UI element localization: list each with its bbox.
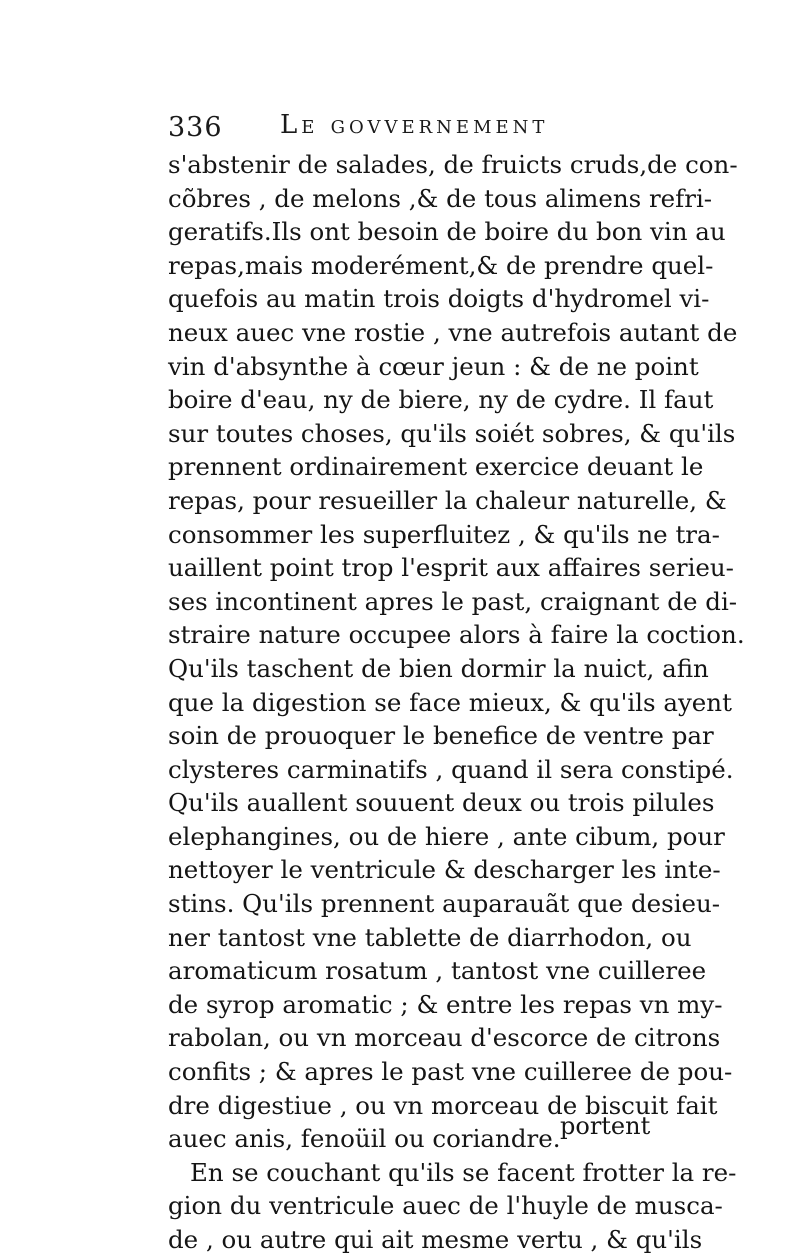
text-line: stins. Qu'ils prennent auparauãt que desieu- — [168, 889, 721, 919]
catchword: portent — [560, 1112, 651, 1140]
paragraph-end-line: auec anis, fenoüil ou coriandre. — [168, 1124, 561, 1154]
text-line: de , ou autre qui ait mesme vertu , & qu'ils — [168, 1225, 703, 1254]
text-line: aromaticum rosatum , tantost vne cuilleree — [168, 956, 707, 986]
text-line: vin d'absynthe à cœur jeun : & de ne point — [168, 351, 699, 381]
text-line: que la digestion se face mieux, & qu'ils ayent — [168, 687, 732, 717]
text-line: confits ; & apres le past vne cuilleree de pou- — [168, 1057, 733, 1087]
text-line: cõbres , de melons ,& de tous alimens refri- — [168, 183, 713, 213]
text-line: soin de prouoquer le benefice de ventre par — [168, 721, 714, 751]
text-line: neux auec vne rostie , vne autrefois autant de — [168, 317, 738, 347]
text-line: repas, pour resueiller la chaleur naturelle, & — [168, 485, 727, 515]
text-line: gion du ventricule auec de l'huyle de musca- — [168, 1191, 723, 1221]
text-line: consommer les superfluitez , & qu'ils ne tra- — [168, 519, 720, 549]
text-line: Qu'ils taschent de bien dormir la nuict, afin — [168, 653, 709, 683]
text-line: dre digestiue , ou vn morceau de biscuit fait — [168, 1090, 718, 1120]
text-line: prennent ordinairement exercice deuant le — [168, 452, 704, 482]
text-line: geratifs.Ils ont besoin de boire du bon vin au — [168, 217, 726, 247]
text-line: sur toutes choses, qu'ils soiét sobres, & qu'ils — [168, 418, 736, 448]
text-line: de syrop aromatic ; & entre les repas vn my- — [168, 989, 723, 1019]
text-line: s'abstenir de salades, de fruicts cruds,de con- — [168, 150, 738, 179]
paragraph-start-line: En se couchant qu'ils se facent frotter la re- — [190, 1157, 737, 1187]
text-line: uaillent point trop l'esprit aux affaires serieu- — [168, 553, 734, 583]
text-line: repas,mais moderément,& de prendre quel- — [168, 250, 714, 280]
text-line: ner tantost vne tablette de diarrhodon, ou — [168, 922, 692, 952]
running-head: Le govvernement — [280, 110, 549, 140]
text-line: boire d'eau, ny de biere, ny de cydre. Il faut — [168, 385, 714, 415]
text-line: clysteres carminatifs , quand il sera constipé. — [168, 754, 734, 784]
text-line: straire nature occupee alors à faire la coction. — [168, 620, 745, 650]
text-line: nettoyer le ventricule & descharger les inte- — [168, 855, 721, 885]
text-line: quefois au matin trois doigts d'hydromel vi- — [168, 284, 710, 314]
text-line: ses incontinent apres le past, craignant de di- — [168, 586, 738, 616]
body-text — [168, 148, 745, 1257]
page-number: 336 — [168, 112, 223, 143]
text-line: rabolan, ou vn morceau d'escorce de citrons — [168, 1023, 721, 1053]
page-header — [168, 108, 648, 148]
text-line: elephangines, ou de hiere , ante cibum, pour — [168, 821, 725, 851]
text-line: Qu'ils auallent souuent deux ou trois pilules — [168, 788, 715, 818]
